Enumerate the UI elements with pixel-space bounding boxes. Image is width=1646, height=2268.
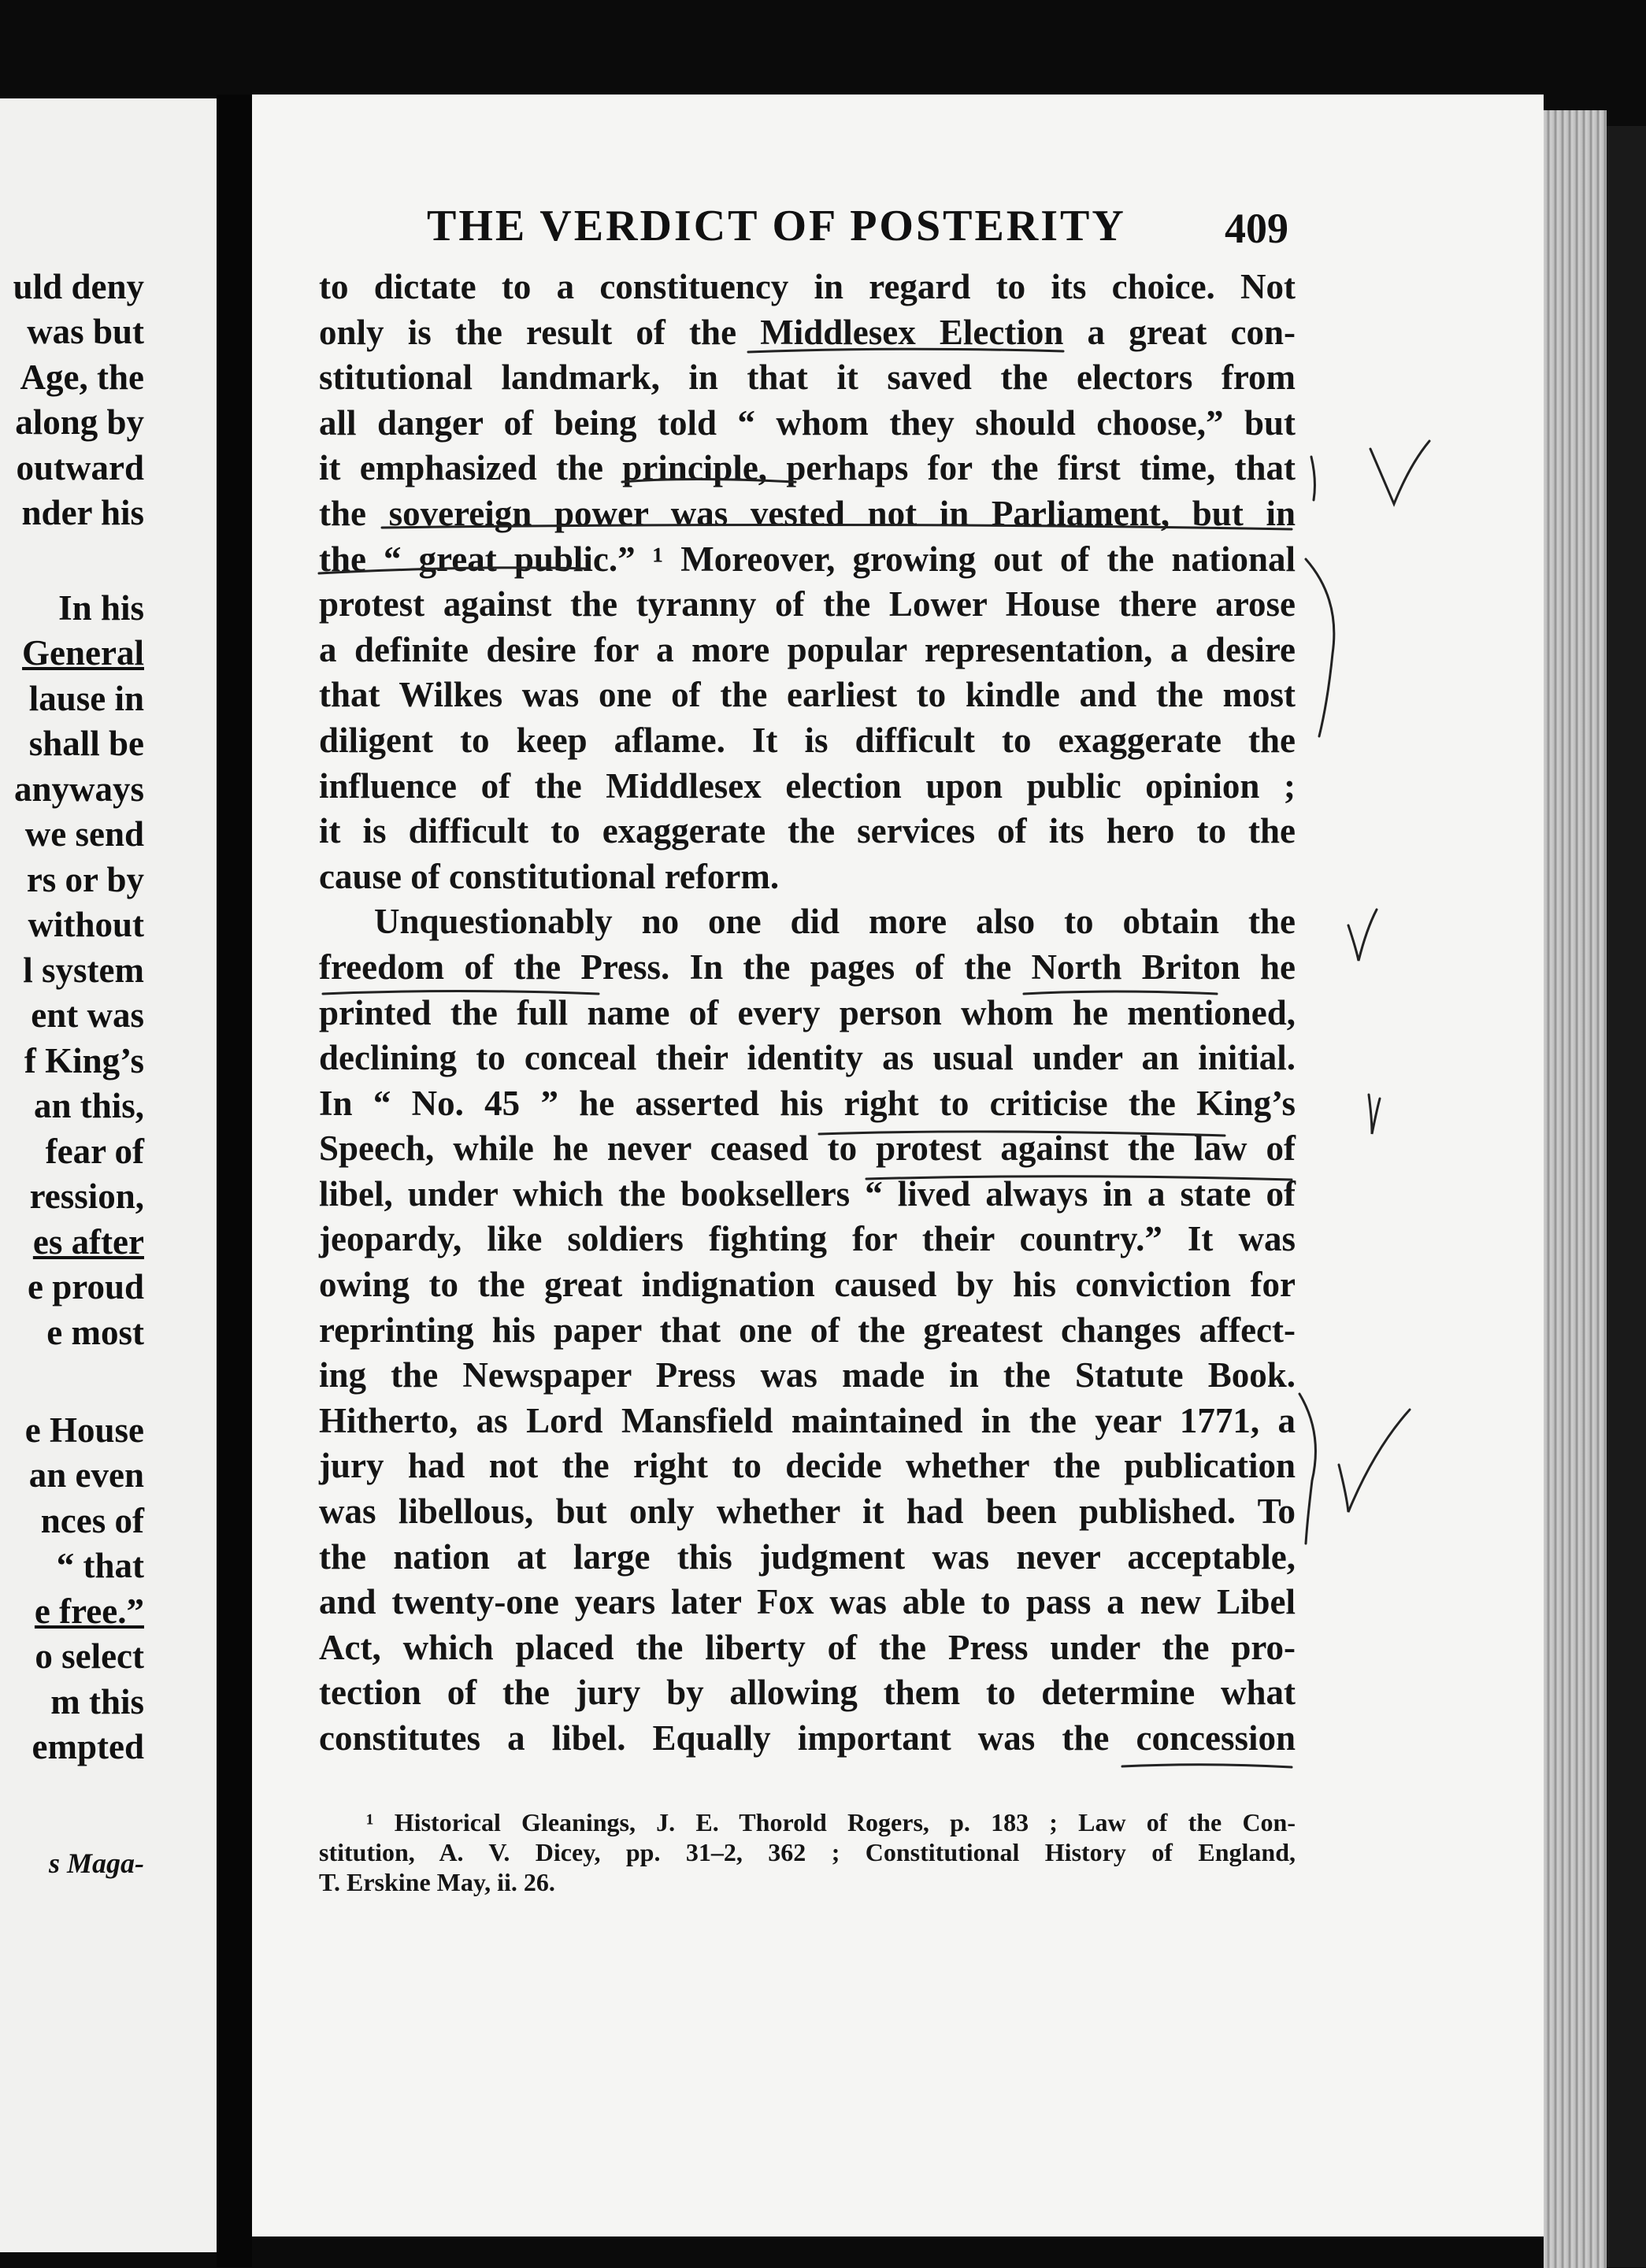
left-page-fragment: ression, [29,1177,144,1216]
left-page-fragment: l system [23,951,144,990]
left-page-fragment: “ that [56,1546,144,1585]
text-line: reprinting his paper that one of the greatest changes affect- [319,1310,1296,1350]
text-line: Speech, while he never ceased to protest against the law of [319,1128,1296,1169]
left-page-fragment: e House [24,1410,144,1450]
text-line: the “ great public.” ¹ Moreover, growing out of the national [319,539,1296,579]
left-page-fragment: was but [27,312,144,351]
text-line: jury had not the right to decide whether the publication [319,1446,1296,1486]
left-page-fragment: anyways [13,769,144,809]
text-line: only is the result of the Middlesex Election a great con- [319,312,1296,352]
left-page-fragment: shall be [28,724,144,763]
left-page-fragment: e proud [28,1267,144,1306]
running-title: THE VERDICT OF POSTERITY [427,202,1126,250]
book-gutter [217,94,252,2267]
left-page-fragment: f King’s [24,1041,144,1080]
left-page-fragment: nces of [40,1501,144,1540]
text-line: tection of the jury by allowing them to determine what [319,1673,1296,1713]
left-page-fragment: lause in [28,679,144,718]
left-page-fragment: along by [15,402,144,442]
left-page-fragment: o select [35,1636,144,1676]
text-line: all danger of being told “ whom they should choose,” but [319,402,1296,443]
text-line: In “ No. 45 ” he asserted his right to criticise the King’s [319,1083,1296,1123]
text-line: jeopardy, like soldiers fighting for their country.” It was [319,1219,1296,1259]
body-text [319,265,1296,1762]
footnote-line: T. Erskine May, ii. 26. [319,1868,555,1896]
left-page-fragment: rs or by [26,860,144,899]
text-line: it is difficult to exaggerate the services of its hero to the [319,811,1296,851]
left-page-fragment: outward [16,448,144,487]
text-line: ing the Newspaper Press was made in the Statute Book. [319,1355,1296,1395]
text-line: stitutional landmark, in that it saved the electors from [319,358,1296,398]
text-line: freedom of the Press. In the pages of the North Briton he [319,947,1296,987]
book-edge-shadow [1607,126,1646,2267]
left-page-fragment: ent was [31,995,144,1035]
page-number: 409 [1225,205,1288,252]
text-line: was libellous, but only whether it had been published. To [319,1492,1296,1532]
left-page-fragment: fear of [45,1132,144,1171]
text-line: cause of constitutional reform. [319,856,780,896]
left-page-fragment: es after [32,1222,144,1262]
left-page-fragment: uld deny [13,267,144,306]
left-page-fragment: an even [28,1455,144,1495]
left-page-fragment: Age, the [20,358,144,397]
text-line: the sovereign power was vested not in Parliament, but in [319,493,1296,533]
text-line: constitutes a libel. Equally important was the concession [319,1718,1296,1758]
running-header [0,201,1646,252]
text-line: influence of the Middlesex election upon public opinion ; [319,765,1296,806]
page-edges [1544,110,1607,2268]
text-line: and twenty-one years later Fox was able to pass a new Libel [319,1582,1296,1622]
text-line: declining to conceal their identity as usual under an initial. [319,1038,1296,1078]
left-page-fragment: e most [46,1313,144,1352]
footnote-line: stitution, A. V. Dicey, pp. 31–2, 362 ; Constitutional History of England, [319,1838,1296,1866]
text-line: to dictate to a constituency in regard to its choice. Not [319,267,1296,306]
left-page-fragment: e free.” [34,1592,144,1631]
left-page-fragment: General [22,633,144,673]
text-line: that Wilkes was one of the earliest to kindle and the most [319,675,1296,715]
footnote [319,1807,1296,1897]
text-line: the nation at large this judgment was never acceptable, [319,1536,1296,1577]
text-line: protest against the tyranny of the Lower House there arose [319,584,1296,624]
text-line: Unquestionably no one did more also to obtain the [374,902,1296,942]
left-page-fragment: nder his [21,493,144,532]
left-facing-page [0,98,217,2252]
left-page-fragment: s Maga- [48,1847,144,1879]
left-page-fragment: In his [58,588,144,628]
text-line: diligent to keep aflame. It is difficult to exaggerate the [319,720,1296,760]
left-page-fragment: without [28,905,144,944]
left-page-fragment: an this, [33,1086,144,1125]
left-page-fragment: m this [50,1682,144,1721]
text-line: libel, under which the booksellers “ lived always in a state of [319,1173,1296,1214]
text-line: Act, which placed the liberty of the Press under the pro- [319,1627,1296,1667]
text-line: owing to the great indignation caused by his conviction for [319,1265,1296,1305]
text-line: Hitherto, as Lord Mansfield maintained in the year 1771, a [319,1400,1296,1440]
left-page-fragment: empted [32,1727,144,1766]
text-line: printed the full name of every person whom he mentioned, [319,992,1296,1032]
left-page-fragment: we send [24,814,144,854]
text-line: a definite desire for a more popular representation, a desire [319,629,1296,669]
text-line: it emphasized the principle, perhaps for the first time, that [319,448,1296,488]
footnote-line: ¹ Historical Gleanings, J. E. Thorold Rogers, p. 183 ; Law of the Con- [366,1808,1296,1836]
